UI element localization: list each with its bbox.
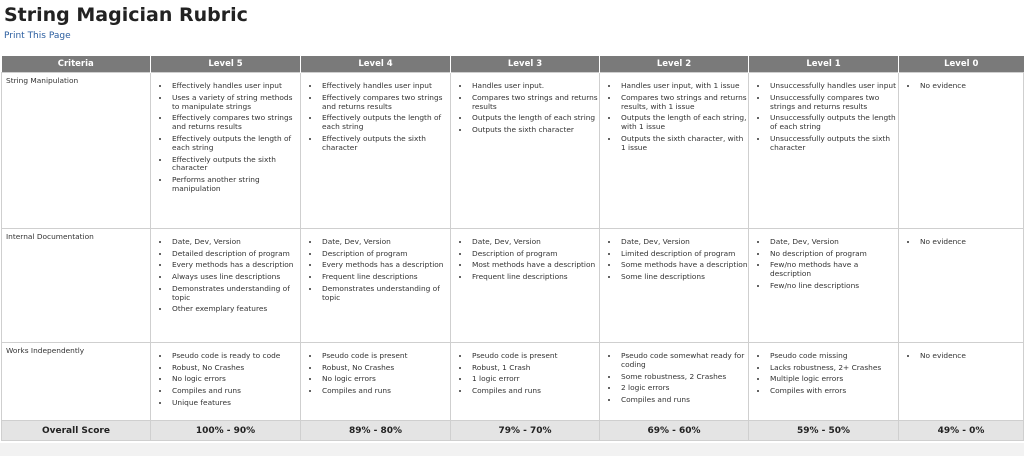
descriptor-item: • Always uses line descriptions [170,273,300,282]
descriptor-item: • Pseudo code is present [470,352,599,361]
header-level-4: Level 4 [301,56,451,73]
rubric-cell [151,343,301,421]
rubric-cell [151,73,301,229]
descriptor-item: • Demonstrates understanding of topic [170,285,300,303]
descriptor-list [600,238,748,282]
descriptor-item: • Outputs the length of each string [470,114,599,123]
rubric-cell [151,229,301,343]
descriptor-item: • Some methods have a description [619,261,748,270]
descriptor-list [749,238,898,291]
descriptor-item: • 1 logic errorr [470,375,599,384]
rubric-cell [899,343,1024,421]
descriptor-item: • Multiple logic errors [768,375,898,384]
descriptor-list [451,352,599,396]
descriptor-item: • Unsuccessfully compares two strings and returns results [768,94,898,112]
descriptor-item: • No evidence [918,82,1023,91]
page-footer-bar [0,443,1024,456]
rubric-cell [301,73,451,229]
rubric-cell [600,229,749,343]
descriptor-item: • No description of program [768,250,898,259]
descriptor-list [301,82,450,153]
descriptor-item: • Outputs the sixth character, with 1 issue [619,135,748,153]
score-range: 89% - 80% [301,421,451,441]
descriptor-item: • Pseudo code somewhat ready for coding [619,352,748,370]
descriptor-item: • Performs another string manipulation [170,176,300,194]
descriptor-list [151,352,300,408]
rubric-cell [749,73,899,229]
score-range: 100% - 90% [151,421,301,441]
descriptor-item: • Effectively compares two strings and returns results [170,114,300,132]
descriptor-item: • Compiles with errors [768,387,898,396]
descriptor-item: • No evidence [918,238,1023,247]
descriptor-item: • Demonstrates understanding of topic [320,285,450,303]
descriptor-item: • Date, Dev, Version [320,238,450,247]
descriptor-item: • Most methods have a description [470,261,599,270]
descriptor-item: • Frequent line descriptions [320,273,450,282]
descriptor-item: • Effectively outputs the length of each string [320,114,450,132]
descriptor-item: • Description of program [320,250,450,259]
rubric-cell [301,229,451,343]
descriptor-item: • Some line descriptions [619,273,748,282]
descriptor-item: • Description of program [470,250,599,259]
descriptor-item: • Every methods has a description [170,261,300,270]
descriptor-item: • Unique features [170,399,300,408]
descriptor-item: • Lacks robustness, 2+ Crashes [768,364,898,373]
descriptor-list [151,238,300,314]
descriptor-list [749,82,898,153]
rubric-cell [749,229,899,343]
descriptor-item: • Unsuccessfully outputs the length of each string [768,114,898,132]
rubric-cell [451,73,600,229]
criterion-label: String Manipulation [2,73,151,229]
rubric-cell [600,343,749,421]
rubric-cell [600,73,749,229]
descriptor-item: • Robust, No Crashes [170,364,300,373]
score-range: 49% - 0% [899,421,1024,441]
descriptor-list [749,352,898,396]
rubric-cell [899,73,1024,229]
descriptor-item: • Few/no methods have a description [768,261,898,279]
descriptor-item: • No logic errors [170,375,300,384]
descriptor-list [451,82,599,135]
descriptor-item: • Frequent line descriptions [470,273,599,282]
descriptor-list [151,82,300,194]
descriptor-item: • Compares two strings and returns results [470,94,599,112]
descriptor-list [600,352,748,405]
descriptor-item: • Effectively outputs the sixth character [170,156,300,174]
descriptor-item: • Outputs the sixth character [470,126,599,135]
header-level-0: Level 0 [899,56,1024,73]
descriptor-list [301,352,450,396]
overall-score-label: Overall Score [2,421,151,441]
score-range: 79% - 70% [451,421,600,441]
descriptor-item: • Date, Dev, Version [470,238,599,247]
descriptor-item: • Compares two strings and returns results, with 1 issue [619,94,748,112]
header-level-3: Level 3 [451,56,600,73]
descriptor-item: • Effectively handles user input [320,82,450,91]
descriptor-item: • Pseudo code is present [320,352,450,361]
header-criteria: Criteria [2,56,151,73]
descriptor-item: • No logic errors [320,375,450,384]
descriptor-item: • Pseudo code is ready to code [170,352,300,361]
descriptor-item: • Effectively handles user input [170,82,300,91]
descriptor-item: • Handles user input, with 1 issue [619,82,748,91]
descriptor-item: • Limited description of program [619,250,748,259]
criterion-label: Internal Documentation [2,229,151,343]
descriptor-item: • Robust, No Crashes [320,364,450,373]
descriptor-item: • Outputs the length of each string, with 1 issue [619,114,748,132]
page-title: String Magician Rubric [4,4,248,26]
header-level-5: Level 5 [151,56,301,73]
descriptor-item: • Pseudo code missing [768,352,898,361]
descriptor-list [899,238,1023,247]
descriptor-list [301,238,450,303]
descriptor-list [899,82,1023,91]
descriptor-item: • Unsuccessfully outputs the sixth character [768,135,898,153]
descriptor-item: • Uses a variety of string methods to manipulate strings [170,94,300,112]
descriptor-item: • Date, Dev, Version [619,238,748,247]
descriptor-item: • Some robustness, 2 Crashes [619,373,748,382]
header-level-2: Level 2 [600,56,749,73]
print-page-link[interactable]: Print This Page [4,31,71,41]
rubric-cell [451,343,600,421]
descriptor-item: • Compiles and runs [170,387,300,396]
overall-score-row [2,421,1024,441]
criterion-label: Works Independently [2,343,151,421]
descriptor-list [899,352,1023,361]
header-level-1: Level 1 [749,56,899,73]
descriptor-list [451,238,599,282]
descriptor-item: • No evidence [918,352,1023,361]
descriptor-item: • Effectively compares two strings and returns results [320,94,450,112]
score-range: 69% - 60% [600,421,749,441]
descriptor-item: • Other exemplary features [170,305,300,314]
rubric-table [1,56,1024,441]
descriptor-item: • Detailed description of program [170,250,300,259]
descriptor-item: • Compiles and runs [470,387,599,396]
table-row [2,229,1024,343]
descriptor-item: • Effectively outputs the sixth character [320,135,450,153]
descriptor-item: • Handles user input. [470,82,599,91]
descriptor-item: • Compiles and runs [320,387,450,396]
table-row [2,73,1024,229]
descriptor-item: • Unsuccessfully handles user input [768,82,898,91]
descriptor-item: • 2 logic errors [619,384,748,393]
descriptor-item: • Every methods has a description [320,261,450,270]
descriptor-item: • Effectively outputs the length of each string [170,135,300,153]
rubric-cell [899,229,1024,343]
rubric-cell [749,343,899,421]
descriptor-item: • Date, Dev, Version [170,238,300,247]
descriptor-item: • Date, Dev, Version [768,238,898,247]
descriptor-item: • Compiles and runs [619,396,748,405]
descriptor-item: • Few/no line descriptions [768,282,898,291]
rubric-cell [301,343,451,421]
rubric-cell [451,229,600,343]
descriptor-item: • Robust, 1 Crash [470,364,599,373]
header-row [2,56,1024,73]
descriptor-list [600,82,748,153]
score-range: 59% - 50% [749,421,899,441]
table-row [2,343,1024,421]
